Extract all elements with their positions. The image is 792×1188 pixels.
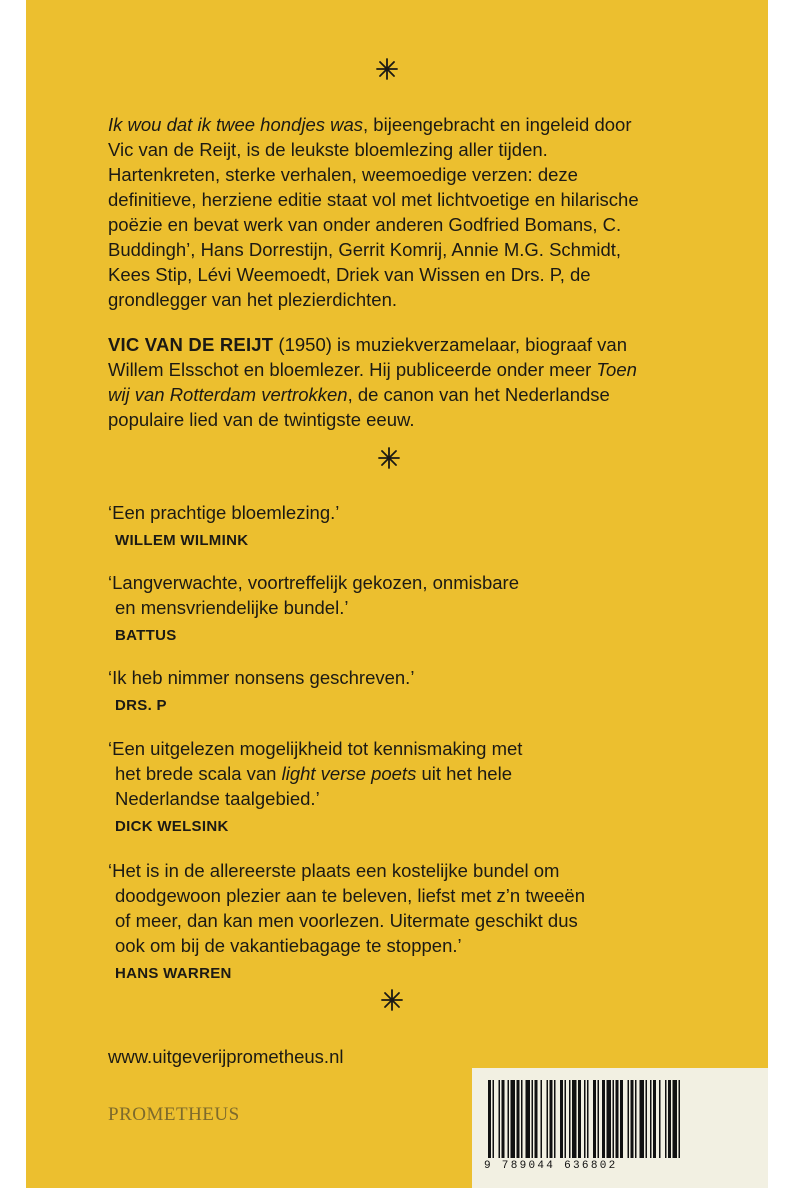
barcode-bar: [499, 1080, 501, 1158]
barcode-bar: [535, 1080, 538, 1158]
intro-text: , bijeengebracht en ingeleid door Vic van de Reijt, is de leukste bloemlezing aller tijden. Hartenkreten, sterke verhalen, weemoedige verzen: deze definitieve, herziene editie staat vol met lichtvoetige en hilarische poëzie en bevat werk van onder anderen Godfried Bomans, C. Buddingh’, Hans Dorrestijn, Gerrit Komrij, Annie M.G. Schmidt, Kees Stip, Lévi Weemoedt, Driek van Wissen en Drs. P, de grondlegger van het plezierdichten.: [108, 114, 639, 310]
barcode-bar: [578, 1080, 581, 1158]
barcode-bar: [541, 1080, 543, 1158]
barcode-bar: [679, 1080, 681, 1158]
barcode-bar: [532, 1080, 534, 1158]
barcode-bars: [484, 1080, 756, 1158]
quote-line: ‘Een uitgelezen mogelijkheid tot kennismaking met: [108, 738, 523, 759]
review-quote: [108, 570, 668, 648]
other-book-title: Toen wij van Rotterdam vertrokken: [108, 359, 637, 405]
barcode-bar: [673, 1080, 678, 1158]
quote-author: WILLEM WILMINK: [115, 532, 249, 549]
barcode-bar: [554, 1080, 556, 1158]
quote-line: ‘Ik heb nimmer nonsens geschreven.’: [108, 667, 415, 688]
barcode-bar: [635, 1080, 637, 1158]
barcode-bar: [502, 1080, 505, 1158]
barcode-bar: [628, 1080, 630, 1158]
quote-line: ‘Een prachtige bloemlezing.’: [108, 502, 340, 523]
review-quote: [108, 500, 668, 553]
barcode: [472, 1068, 768, 1188]
quote-text: het brede scala van: [115, 763, 282, 784]
barcode-bar: [550, 1080, 553, 1158]
barcode-bar: [565, 1080, 567, 1158]
quote-author: DRS. P: [115, 697, 167, 714]
review-quote: [108, 665, 668, 718]
quote-line: ‘Langverwachte, voortreffelijk gekozen, onmisbare: [108, 572, 519, 593]
book-title: Ik wou dat ik twee hondjes was: [108, 114, 364, 135]
barcode-bar: [593, 1080, 596, 1158]
barcode-bar: [560, 1080, 563, 1158]
barcode-bar: [620, 1080, 623, 1158]
author-bio: [108, 332, 648, 432]
quote-line: en mensvriendelijke bundel.’: [115, 597, 349, 618]
asterisk-ornament-icon: [375, 57, 399, 81]
barcode-bar: [569, 1080, 571, 1158]
quote-line: doodgewoon plezier aan te beleven, liefst met z’n tweeën: [115, 885, 585, 906]
barcode-bar: [613, 1080, 615, 1158]
isbn-number: 9 789044 636802: [484, 1160, 618, 1172]
quote-text: uit het hele: [416, 763, 512, 784]
barcode-bar: [653, 1080, 656, 1158]
asterisk-ornament-icon: [377, 446, 401, 470]
barcode-bar: [488, 1080, 491, 1158]
quote-line: ‘Het is in de allereerste plaats een kostelijke bundel om: [108, 860, 560, 881]
barcode-bar: [650, 1080, 652, 1158]
barcode-bar: [598, 1080, 600, 1158]
barcode-bar: [587, 1080, 589, 1158]
intro-paragraph: [108, 112, 648, 312]
review-quote: [108, 736, 668, 839]
barcode-bar: [526, 1080, 531, 1158]
barcode-bar: [659, 1080, 661, 1158]
bio-text-1: (1950) is muziekverzamelaar, biograaf van Willem Elsschot en bloemlezer. Hij publiceerde onder meer: [108, 334, 628, 380]
barcode-bar: [607, 1080, 612, 1158]
barcode-bar: [646, 1080, 648, 1158]
barcode-bar: [602, 1080, 605, 1158]
barcode-bar: [493, 1080, 495, 1158]
barcode-bar: [521, 1080, 523, 1158]
barcode-bar: [631, 1080, 634, 1158]
quote-emphasis: light verse poets: [281, 763, 417, 784]
barcode-bar: [517, 1080, 520, 1158]
barcode-bar: [616, 1080, 619, 1158]
asterisk-ornament-icon: [380, 988, 404, 1012]
review-quote: [108, 858, 668, 986]
quote-author: DICK WELSINK: [115, 818, 229, 835]
quote-line: ook om bij de vakantiebagage te stoppen.’: [115, 935, 462, 956]
publisher-logo: PROMETHEUS: [108, 1104, 240, 1125]
barcode-bar: [640, 1080, 645, 1158]
barcode-bar: [668, 1080, 671, 1158]
publisher-website: www.uitgeverijprometheus.nl: [108, 1046, 344, 1067]
bio-text-2: , de canon van het Nederlandse populaire lied van de twintigste eeuw.: [108, 384, 610, 430]
quote-line: Nederlandse taalgebied.’: [115, 788, 320, 809]
author-name: VIC VAN DE REIJT: [108, 334, 274, 355]
barcode-bar: [665, 1080, 667, 1158]
quote-line: of meer, dan kan men voorlezen. Uitermate geschikt dus: [115, 910, 578, 931]
barcode-bar: [511, 1080, 516, 1158]
barcode-bar: [547, 1080, 549, 1158]
quote-line: [108, 761, 668, 786]
barcode-bar: [572, 1080, 577, 1158]
barcode-bar: [508, 1080, 510, 1158]
barcode-bar: [584, 1080, 586, 1158]
quote-author: BATTUS: [115, 627, 177, 644]
quote-author: HANS WARREN: [115, 965, 232, 982]
